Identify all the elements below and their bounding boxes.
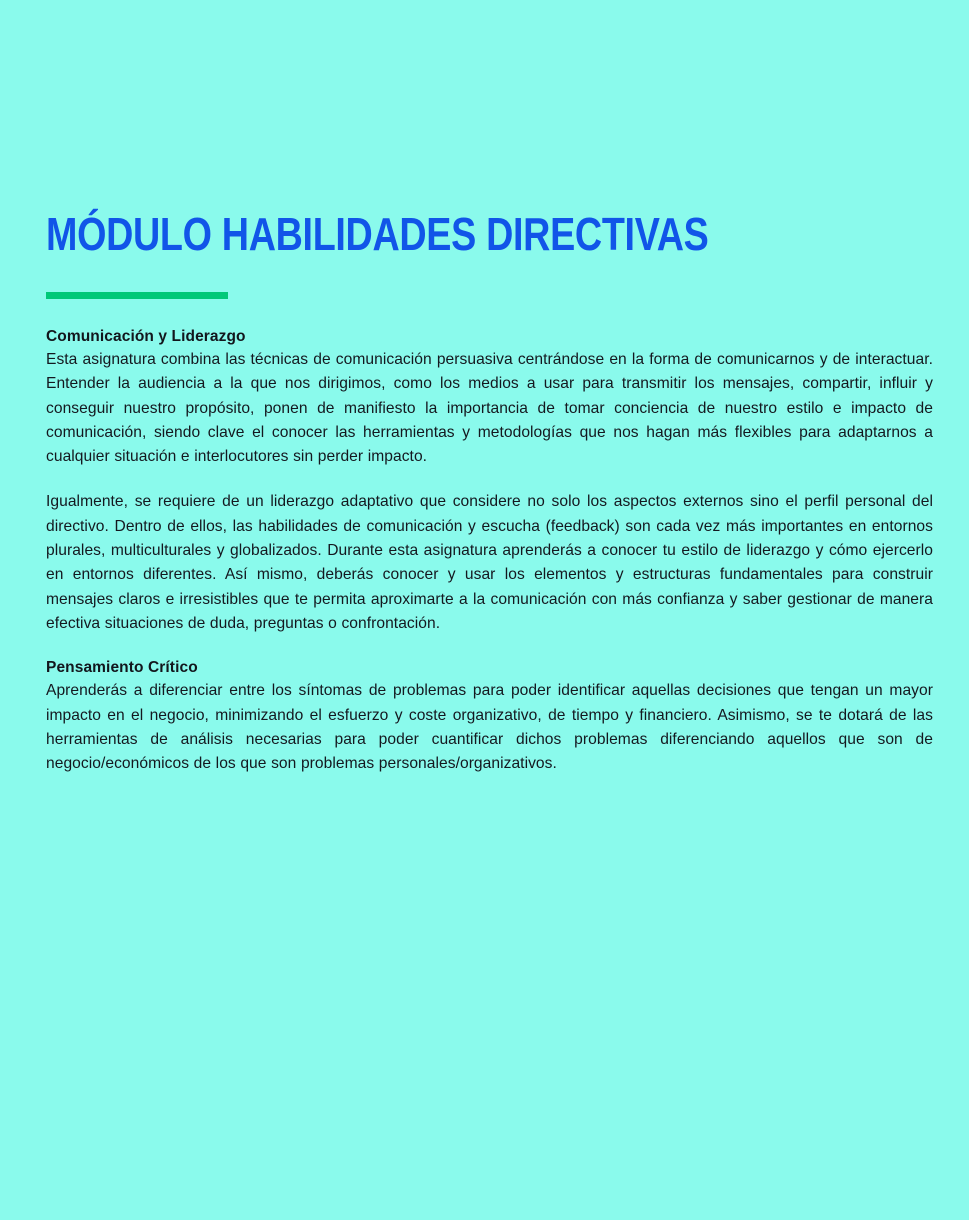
title-divider [46,292,228,299]
section-comunicacion-liderazgo [46,326,933,636]
body-content [46,326,933,776]
section-pensamiento-critico [46,657,933,776]
section-heading: Pensamiento Crítico [46,659,198,677]
section-heading: Comunicación y Liderazgo [46,328,246,345]
paragraph: Esta asignatura combina las técnicas de comunicación persuasiva centrándose en la forma de comunicarnos y de interactuar. Entender la audiencia a la que nos dirigimos, como los medios a usar para transmitir los mensajes, compartir, influir y conseguir nuestro propósito, ponen de manifiesto la importancia de tomar conciencia de nuestro estilo e impacto de comunicación, siendo clave el conocer las herramientas y metodologías que nos hagan más flexibles para adaptarnos a cualquier situación e interlocutores sin perder impacto. [46,351,933,466]
paragraph: Aprenderás a diferenciar entre los síntomas de problemas para poder identificar aquellas decisiones que tengan un mayor impacto en el negocio, minimizando el esfuerzo y coste organizativo, de tiempo y financiero. Asimismo, se te dotará de las herramientas de análisis necesarias para poder cuantificar dichos problemas diferenciando aquellos que son de negocio/económicos de los que son problemas personales/organizativos. [46,682,933,773]
paragraph: Igualmente, se requiere de un liderazgo adaptativo que considere no solo los aspectos externos sino el perfil personal del directivo. Dentro de ellos, las habilidades de comunicación y escucha (feedback) son cada vez más importantes en entornos plurales, multiculturales y globalizados. Durante esta asignatura aprenderás a conocer tu estilo de liderazgo y cómo ejercerlo en entornos diferentes. Así mismo, deberás conocer y usar los elementos y estructuras fundamentales para construir mensajes claros e irresistibles que te permita aproximarte a la comunicación con más confianza y saber gestionar de manera efectiva situaciones de duda, preguntas o confrontación. [46,493,933,632]
page-title: MÓDULO HABILIDADES DIRECTIVAS [46,208,709,260]
